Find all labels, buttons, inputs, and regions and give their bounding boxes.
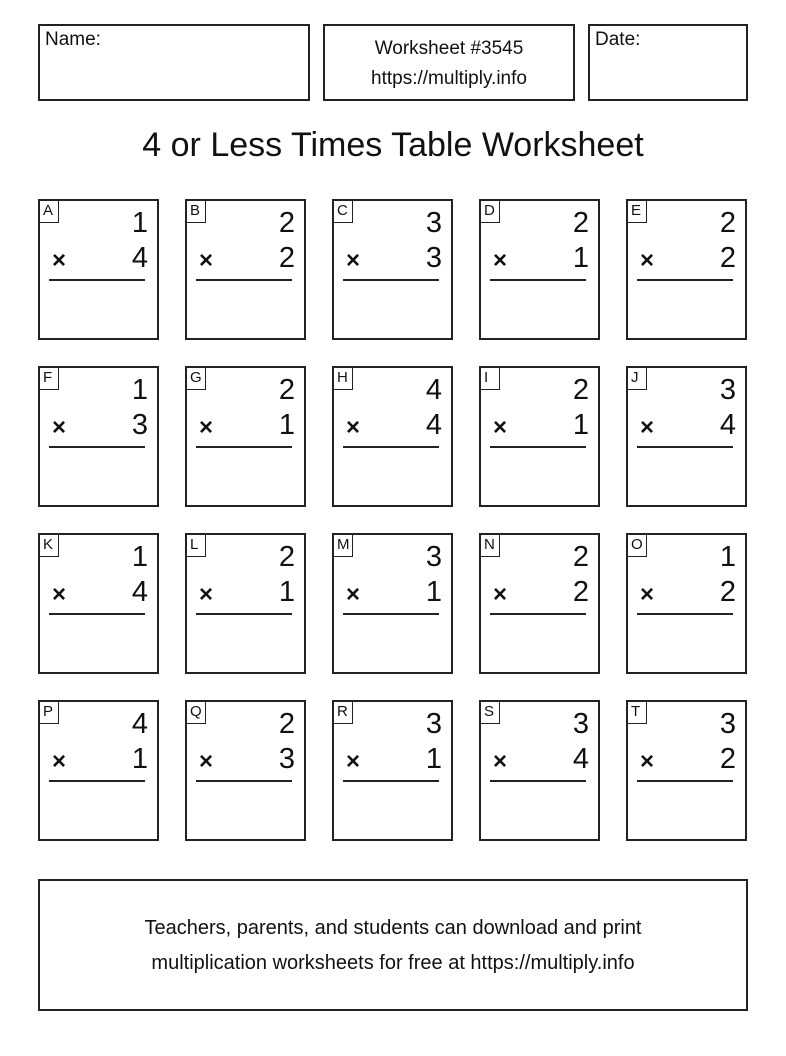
name-label: Name:: [45, 29, 101, 50]
problem-box[interactable]: [479, 533, 600, 674]
worksheet-id: Worksheet #3545: [374, 38, 524, 59]
multiplier: 2: [719, 743, 736, 775]
problem-box[interactable]: [626, 199, 747, 340]
problem-box[interactable]: [626, 700, 747, 841]
multiplicand: 4: [131, 708, 148, 740]
multiplier: 1: [572, 409, 589, 441]
times-icon: ×: [199, 414, 214, 441]
problem-box[interactable]: [185, 199, 306, 340]
problem-box[interactable]: [38, 366, 159, 507]
multiplicand: 2: [278, 207, 295, 239]
times-icon: ×: [493, 581, 508, 608]
times-icon: ×: [640, 748, 655, 775]
multiplicand: 3: [425, 708, 442, 740]
multiplicand: 3: [719, 374, 736, 406]
answer-line: [490, 446, 586, 448]
times-icon: ×: [493, 748, 508, 775]
answer-line: [196, 780, 292, 782]
multiplicand: 2: [572, 207, 589, 239]
answer-line: [637, 279, 733, 281]
problem-box[interactable]: [332, 199, 453, 340]
multiplicand: 2: [278, 541, 295, 573]
multiplier: 1: [278, 576, 295, 608]
problem-box[interactable]: [479, 366, 600, 507]
problem-box[interactable]: [185, 366, 306, 507]
times-icon: ×: [52, 581, 67, 608]
problem-label: Q: [187, 702, 206, 724]
multiplier: 4: [572, 743, 589, 775]
times-icon: ×: [493, 414, 508, 441]
problem-box[interactable]: [38, 199, 159, 340]
times-icon: ×: [346, 748, 361, 775]
problem-box[interactable]: [38, 533, 159, 674]
multiplier: 2: [719, 242, 736, 274]
problem-label: H: [334, 368, 353, 390]
problem-box[interactable]: [626, 533, 747, 674]
problem-label: I: [481, 368, 500, 390]
problem-label: F: [40, 368, 59, 390]
times-icon: ×: [346, 581, 361, 608]
multiplier: 3: [278, 743, 295, 775]
times-icon: ×: [640, 581, 655, 608]
multiplier: 1: [131, 743, 148, 775]
answer-line: [490, 613, 586, 615]
times-icon: ×: [52, 247, 67, 274]
times-icon: ×: [199, 247, 214, 274]
problem-box[interactable]: [38, 700, 159, 841]
answer-line: [196, 279, 292, 281]
problem-label: R: [334, 702, 353, 724]
date-label: Date:: [595, 29, 641, 50]
footer-line-2: multiplication worksheets for free at https://multiply.info: [151, 952, 635, 974]
answer-line: [637, 780, 733, 782]
multiplicand: 1: [719, 541, 736, 573]
footer-line-1: Teachers, parents, and students can download and print: [144, 917, 642, 939]
problem-box[interactable]: [332, 533, 453, 674]
name-field-box[interactable]: [38, 24, 310, 101]
multiplicand: 2: [572, 541, 589, 573]
answer-line: [49, 613, 145, 615]
problem-box[interactable]: [479, 199, 600, 340]
times-icon: ×: [199, 581, 214, 608]
problem-label: L: [187, 535, 206, 557]
answer-line: [637, 613, 733, 615]
answer-line: [49, 446, 145, 448]
page-title: 4 or Less Times Table Worksheet: [142, 126, 644, 164]
multiplier: 4: [425, 409, 442, 441]
problem-label: P: [40, 702, 59, 724]
problem-label: K: [40, 535, 59, 557]
answer-line: [637, 446, 733, 448]
answer-line: [343, 446, 439, 448]
multiplicand: 2: [572, 374, 589, 406]
multiplicand: 2: [719, 207, 736, 239]
site-url: https://multiply.info: [371, 68, 527, 89]
multiplier: 4: [719, 409, 736, 441]
worksheet-info-box: [323, 24, 575, 101]
multiplicand: 1: [131, 207, 148, 239]
multiplier: 4: [131, 242, 148, 274]
multiplier: 1: [278, 409, 295, 441]
problem-box[interactable]: [332, 700, 453, 841]
problem-label: A: [40, 201, 59, 223]
times-icon: ×: [346, 414, 361, 441]
multiplier: 1: [425, 576, 442, 608]
problem-label: N: [481, 535, 500, 557]
problem-label: E: [628, 201, 647, 223]
multiplier: 1: [425, 743, 442, 775]
problem-box[interactable]: [626, 366, 747, 507]
multiplier: 2: [719, 576, 736, 608]
answer-line: [490, 279, 586, 281]
date-field-box[interactable]: [588, 24, 748, 101]
problem-label: D: [481, 201, 500, 223]
answer-line: [49, 279, 145, 281]
problem-label: T: [628, 702, 647, 724]
multiplier: 3: [425, 242, 442, 274]
problem-box[interactable]: [332, 366, 453, 507]
answer-line: [196, 446, 292, 448]
multiplier: 4: [131, 576, 148, 608]
times-icon: ×: [493, 247, 508, 274]
multiplicand: 2: [278, 708, 295, 740]
times-icon: ×: [199, 748, 214, 775]
problem-label: O: [628, 535, 647, 557]
multiplier: 2: [278, 242, 295, 274]
problem-box[interactable]: [185, 700, 306, 841]
answer-line: [343, 279, 439, 281]
answer-line: [49, 780, 145, 782]
problem-label: J: [628, 368, 647, 390]
times-icon: ×: [640, 414, 655, 441]
times-icon: ×: [346, 247, 361, 274]
multiplicand: 3: [572, 708, 589, 740]
multiplicand: 3: [719, 708, 736, 740]
answer-line: [343, 780, 439, 782]
problem-label: M: [334, 535, 353, 557]
problem-box[interactable]: [479, 700, 600, 841]
answer-line: [196, 613, 292, 615]
footer-box: [38, 879, 748, 1011]
problem-box[interactable]: [185, 533, 306, 674]
times-icon: ×: [640, 247, 655, 274]
multiplicand: 4: [425, 374, 442, 406]
problem-label: C: [334, 201, 353, 223]
multiplicand: 1: [131, 541, 148, 573]
answer-line: [343, 613, 439, 615]
times-icon: ×: [52, 414, 67, 441]
problem-label: G: [187, 368, 206, 390]
answer-line: [490, 780, 586, 782]
multiplier: 1: [572, 242, 589, 274]
problem-label: B: [187, 201, 206, 223]
multiplier: 2: [572, 576, 589, 608]
multiplicand: 2: [278, 374, 295, 406]
problem-label: S: [481, 702, 500, 724]
multiplicand: 3: [425, 207, 442, 239]
multiplicand: 1: [131, 374, 148, 406]
times-icon: ×: [52, 748, 67, 775]
multiplier: 3: [131, 409, 148, 441]
multiplicand: 3: [425, 541, 442, 573]
